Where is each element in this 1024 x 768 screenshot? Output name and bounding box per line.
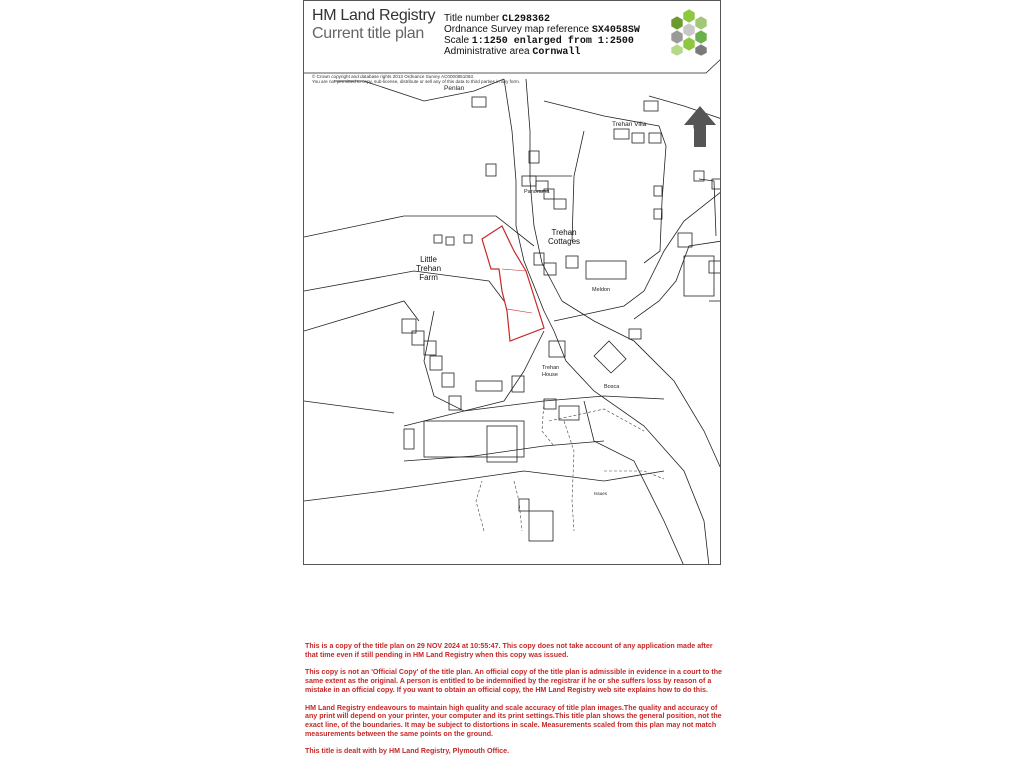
scale-label: Scale — [444, 35, 470, 46]
scale-value: 1:1250 enlarged from 1:2500 — [471, 36, 634, 47]
map-label-penlan: Penlan — [444, 85, 465, 92]
admin-area: Cornwall — [532, 47, 581, 58]
notice-paragraph-1: This is a copy of the title plan on 29 NOV 2024 at 10:55:47. This copy does not take account of any application made after that time even if still pending in HM Land Registry when this copy was issued. — [305, 642, 713, 659]
admin-area-label: Administrative area — [444, 46, 530, 57]
plan-notice — [305, 642, 723, 765]
os-reference: SX4058SW — [591, 25, 640, 36]
title-number: CL298362 — [502, 14, 551, 25]
brand-line-2: Current title plan — [312, 25, 424, 42]
os-copyright: © Crown copyright and database rights 2013 Ordnance Survey AC0000851063. You are not permitted to copy, sub-license, distribute or sell any of this data to third parties in any form. — [312, 74, 521, 84]
map-label-little-trehan-farm: Little Trehan Farm — [416, 255, 442, 282]
map-label-panorama: Panorama — [524, 189, 550, 195]
map-label-trehan-house: Trehan House — [542, 365, 560, 378]
map-label-trehan-villa: Trehan Villa — [612, 121, 647, 128]
notice-paragraph-4: This title is dealt with by HM Land Registry, Plymouth Office. — [305, 747, 510, 756]
admin-area-row — [444, 46, 580, 58]
north-arrow-icon — [684, 106, 716, 147]
hm-land-registry-logo-icon — [667, 9, 711, 57]
map-drawing — [304, 1, 721, 565]
map-label-meldon: Meldon — [592, 287, 611, 293]
brand-line-1: HM Land Registry — [312, 7, 436, 24]
map-label-trehan-cottages: Trehan Cottages — [548, 228, 581, 246]
plan-header — [304, 1, 720, 73]
map-label-bosca: Bosca — [604, 384, 620, 390]
title-plan — [303, 0, 721, 565]
map-label-issues: Issues — [594, 491, 608, 496]
title-number-label: Title number — [444, 13, 500, 24]
notice-paragraph-3: HM Land Registry endeavours to maintain high quality and scale accuracy of title plan images.The quality and accuracy of any print will depend on your printer, your computer and its print settings.This title plan shows the general position, not the exact line, of the boundaries. It may be subject to distortions in scale. Measurements scaled from this plan may not match measurements between the same points on the ground. — [305, 703, 722, 738]
os-reference-label: Ordnance Survey map reference — [444, 24, 590, 35]
notice-paragraph-2: This copy is not an 'Official Copy' of the title plan. An official copy of the title plan is admissible in evidence in a court to the same extent as the original. A person is entitled to be indemnified by the registrar if he or she suffers loss by reason of a mistake in an official copy. If you want to obtain an official copy, the HM Land Registry web site explains how to do this. — [305, 668, 722, 694]
